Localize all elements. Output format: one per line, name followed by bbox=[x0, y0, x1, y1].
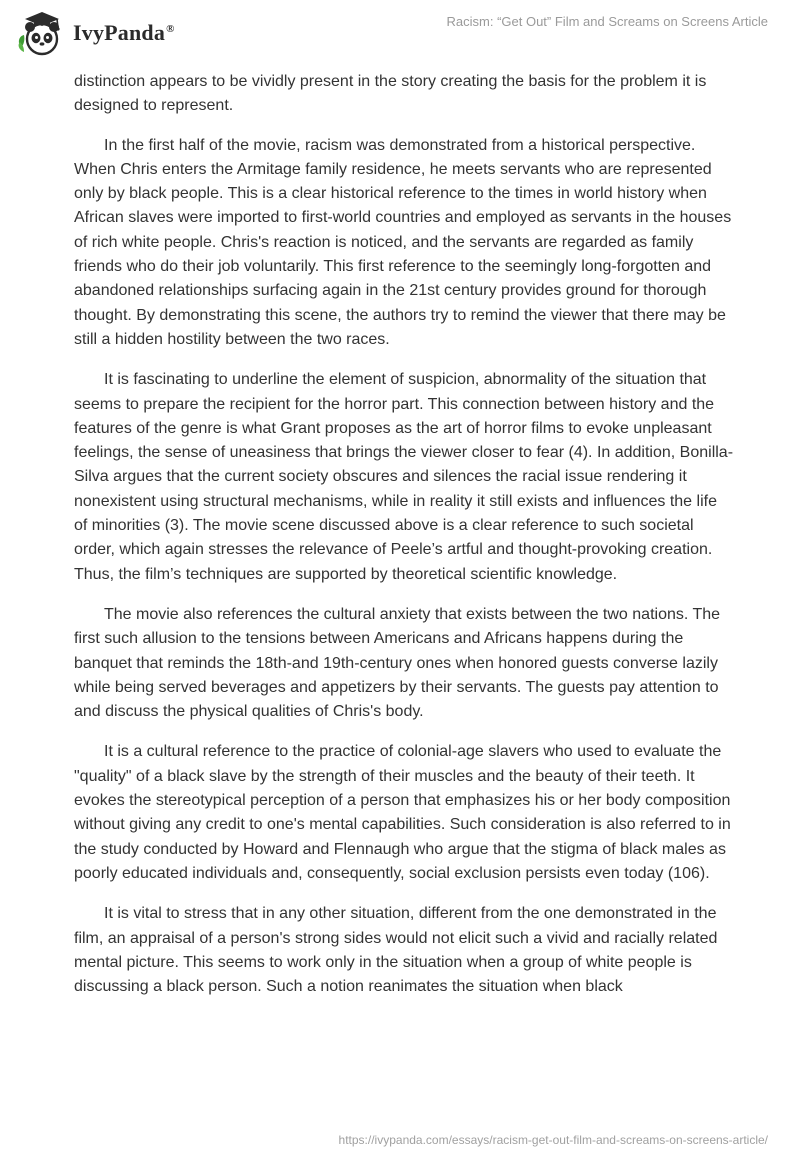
paragraph: It is a cultural reference to the practice of colonial-age slavers who used to evaluate the "quality" of a black slave by the strength of their muscles and the beauty of their teeth. It evokes the stereotypical perception of a person that emphasizes his or her body composition without giving any credit to one's mental capabilities. Such consideration is also referred to in the study conducted by Howard and Flennaugh who argue that the stigma of black males as poorly educated individuals and, consequently, social exclusion persists even today (106). bbox=[74, 743, 731, 882]
trademark-symbol: ® bbox=[166, 22, 175, 35]
paragraph: It is vital to stress that in any other situation, different from the one demonstrated in the film, an appraisal of a person's strong sides would not elicit such a vivid and racially related mental picture. This seems to work only in the situation when a group of white people is discussing a black person. Such a notion reanimates the situation when black bbox=[74, 905, 718, 996]
ivypanda-logo[interactable] bbox=[15, 8, 175, 58]
paragraph: In the first half of the movie, racism was demonstrated from a historical perspective. When Chris enters the Armitage family residence, he meets servants who are represented only by black people. This is a clear historical reference to the times in world history when African slaves were imported to first-world countries and employed as servants in the houses of rich white people. Chris's reaction is noticed, and the servants are regarded as family friends who do their job voluntarily. This first reference to the seemingly long-forgotten and abandoned relationships surfacing again in the 21st century provides ground for thorough thought. By demonstrating this scene, the authors try to remind the viewer that there may be still a hidden hostility between the two races. bbox=[74, 136, 732, 348]
paragraph: It is fascinating to underline the element of suspicion, abnormality of the situation that seems to prepare the recipient for the horror part. This connection between history and the features of the genre is what Grant proposes as the art of horror films to evoke unpleasant feelings, the sense of uneasiness that brings the viewer closer to fear (4). In addition, Bonilla-Silva argues that the current society obscures and silences the racial issue rendering it nonexistent using structural mechanisms, while in reality it still exists and influences the life of minorities (3). The movie scene discussed above is a clear reference to such societal order, which again stresses the relevance of Peele’s artful and thought-provoking creation. Thus, the film’s techniques are supported by theoretical scientific knowledge. bbox=[74, 371, 734, 583]
document-title: Racism: “Get Out” Film and Screams on Screens Article bbox=[446, 14, 768, 29]
source-url[interactable]: https://ivypanda.com/essays/racism-get-out-film-and-screams-on-screens-article/ bbox=[338, 1133, 768, 1147]
paragraph-continuation: distinction appears to be vividly present in the story creating the basis for the problem it is designed to represent. bbox=[74, 73, 707, 115]
brand-name bbox=[73, 20, 175, 46]
page-header bbox=[0, 0, 800, 70]
paragraph: The movie also references the cultural anxiety that exists between the two nations. The first such allusion to the tensions between Americans and Africans happens during the banquet that reminds the 18th-and 19th-century ones when honored guests converse lazily while being served beverages and appetizers by their servants. The guests pay attention to and discuss the physical qualities of Chris's body. bbox=[74, 605, 721, 721]
brand-text: IvyPanda bbox=[73, 20, 166, 45]
panda-graduate-icon bbox=[15, 8, 67, 58]
article-body bbox=[74, 70, 734, 1015]
